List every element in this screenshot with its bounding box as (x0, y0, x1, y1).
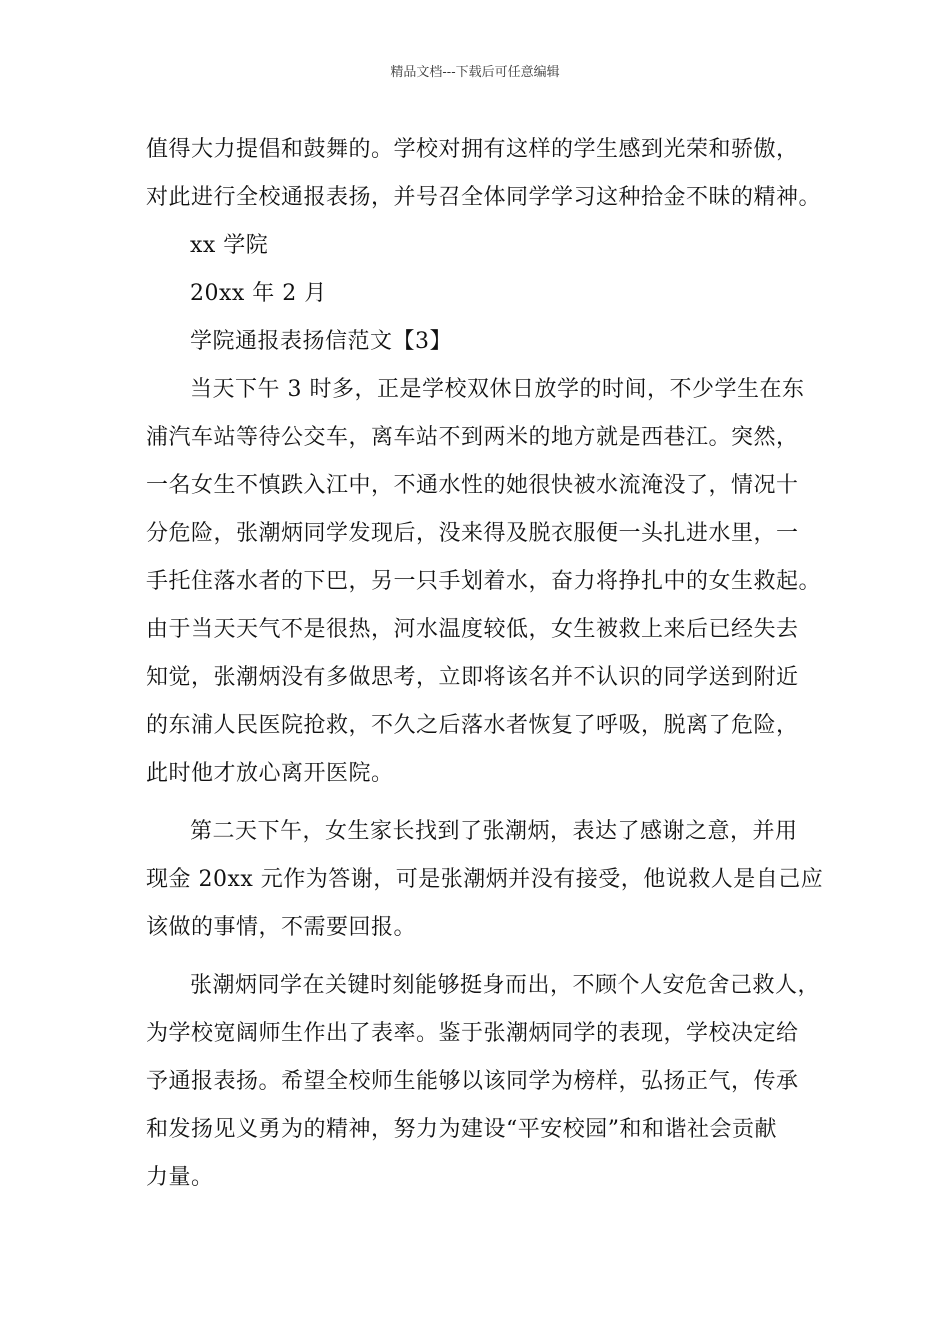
paragraph-line: 由于当天天气不是很热，河水温度较低，女生被救上来后已经失去 (146, 617, 799, 642)
paragraph-spacer (146, 952, 816, 962)
document-body (146, 126, 824, 1202)
paragraph-2 (146, 808, 824, 952)
intro-paragraph (146, 126, 822, 222)
paragraph-line: 的东浦人民医院抢救，不久之后落水者恢复了呼吸，脱离了危险， (146, 713, 799, 738)
signature-date: 20xx 年 2 月 (190, 281, 327, 306)
paragraph-line: 该做的事情，不需要回报。 (146, 915, 417, 940)
paragraph-line: 为学校宽阔师生作出了表率。鉴于张潮炳同学的表现，学校决定给 (146, 1021, 799, 1046)
paragraph-line: 分危险，张潮炳同学发现后，没来得及脱衣服便一头扎进水里，一 (146, 521, 799, 546)
paragraph-line: 此时他才放心离开医院。 (146, 761, 394, 786)
paragraph-line: 力量。 (146, 1165, 214, 1190)
paragraph-line: 第二天下午，女生家长找到了张潮炳，表达了感谢之意，并用 (190, 819, 798, 844)
paragraph-line: 张潮炳同学在关键时刻能够挺身而出，不顾个人安危舍己救人， (190, 973, 821, 998)
paragraph-line: 手托住落水者的下巴，另一只手划着水，奋力将挣扎中的女生救起。 (146, 569, 822, 594)
paragraph-line: 值得大力提倡和鼓舞的。学校对拥有这样的学生感到光荣和骄傲， (146, 137, 799, 162)
paragraph-3 (146, 962, 821, 1202)
paragraph-line: 和发扬见义勇为的精神，努力为建设“平安校园”和和谐社会贡献 (146, 1117, 777, 1142)
paragraph-1 (146, 366, 822, 798)
paragraph-line: 一名女生不慎跌入江中，不通水性的她很快被水流淹没了，情况十 (146, 473, 799, 498)
signature-organization: xx 学院 (190, 233, 269, 258)
paragraph-line: 当天下午 3 时多，正是学校双休日放学的时间，不少学生在东 (190, 377, 805, 402)
paragraph-line: 知觉，张潮炳没有多做思考，立即将该名并不认识的同学送到附近 (146, 665, 799, 690)
paragraph-line: 浦汽车站等待公交车，离车站不到两米的地方就是西巷江。突然， (146, 425, 799, 450)
section-title: 学院通报表扬信范文【3】 (190, 329, 452, 354)
page-header: 精品文档---下载后可任意编辑 (390, 65, 560, 80)
paragraph-spacer (146, 798, 816, 808)
paragraph-line: 对此进行全校通报表扬，并号召全体同学学习这种拾金不昧的精神。 (146, 185, 822, 210)
paragraph-line: 现金 20xx 元作为答谢，可是张潮炳并没有接受，他说救人是自己应 (146, 867, 824, 892)
paragraph-line: 予通报表扬。希望全校师生能够以该同学为榜样，弘扬正气，传承 (146, 1069, 799, 1094)
